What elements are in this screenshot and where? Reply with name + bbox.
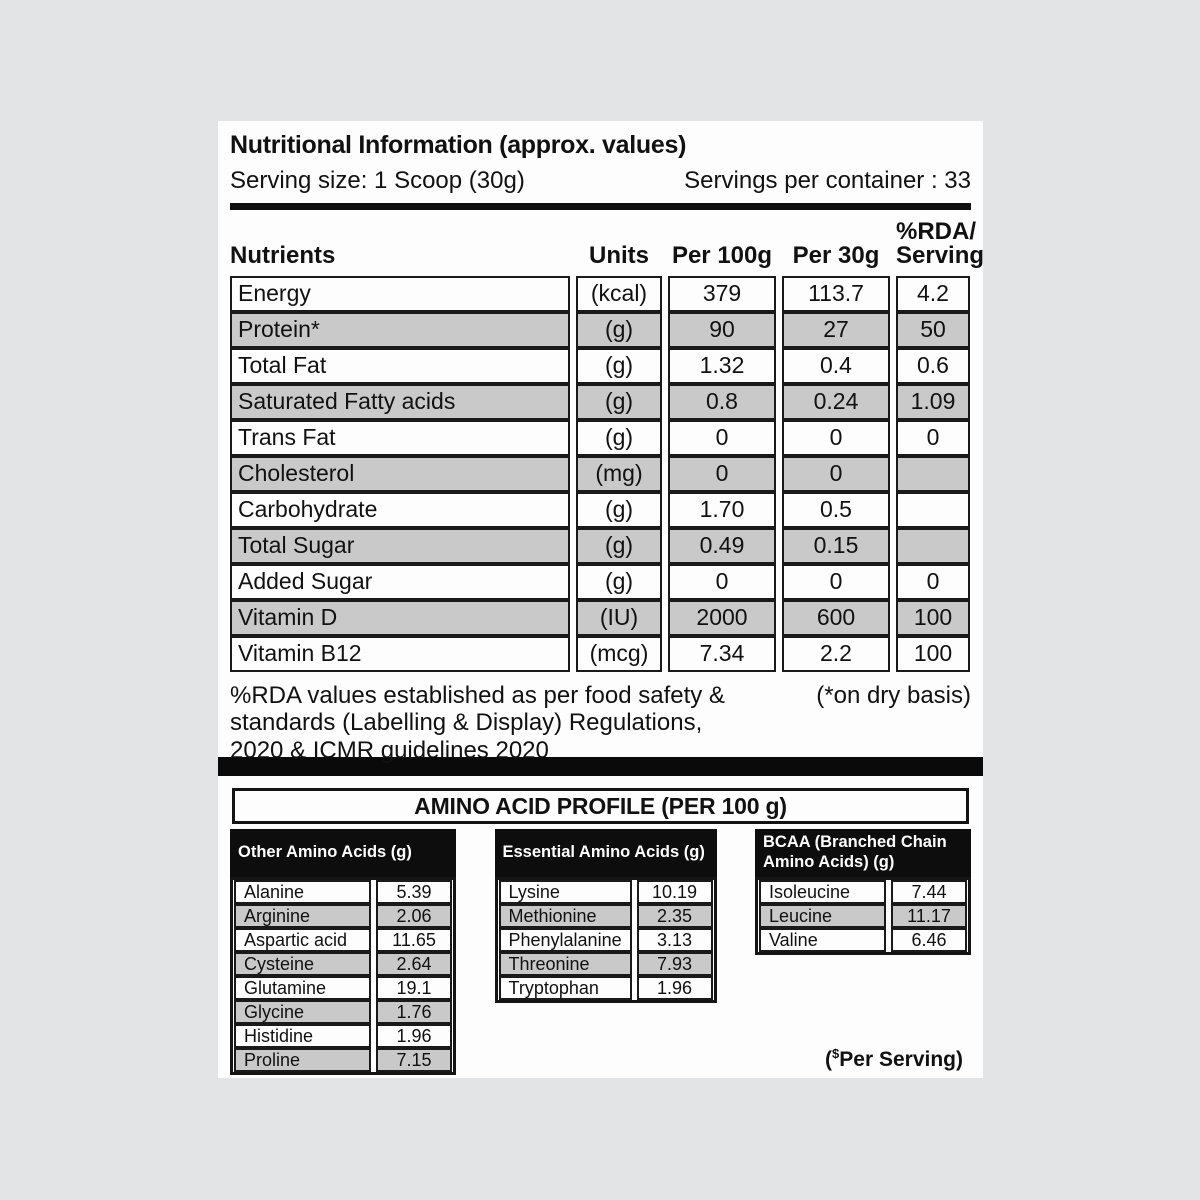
amino-value: 10.19 (637, 880, 713, 904)
nutrition-cell-name: Carbohydrate (230, 492, 570, 528)
nutrition-cell-rda: 0 (896, 420, 970, 456)
nutrition-cell-unit: (g) (576, 528, 662, 564)
amino-name: Valine (759, 928, 886, 952)
nutrition-cell-per100g: 0.49 (668, 528, 776, 564)
amino-groups (230, 829, 971, 1075)
nutrition-cell-name: Total Fat (230, 348, 570, 384)
nutrition-cell-rda: 50 (896, 312, 970, 348)
amino-table (755, 877, 971, 955)
nutrition-cell-rda: 100 (896, 636, 970, 672)
nutrition-cell-unit: (IU) (576, 600, 662, 636)
nutrition-cell-per30g: 0.15 (782, 528, 890, 564)
nutrition-cell-name: Vitamin D (230, 600, 570, 636)
nutrition-facts-section (218, 121, 985, 764)
amino-name: Threonine (499, 952, 632, 976)
amino-value: 2.64 (376, 952, 452, 976)
nutrition-cell-per100g: 7.34 (668, 636, 776, 672)
nutrition-cell-name: Trans Fat (230, 420, 570, 456)
nutrition-cell-per30g: 0.4 (782, 348, 890, 384)
amino-value: 2.06 (376, 904, 452, 928)
amino-name: Glutamine (234, 976, 371, 1000)
col-header-per100g: Per 100g (671, 242, 773, 270)
thick-rule (230, 203, 971, 210)
nutrition-cell-per30g: 0.24 (782, 384, 890, 420)
nutrition-cell-rda (896, 492, 970, 528)
amino-value: 3.13 (637, 928, 713, 952)
nutrition-cell-unit: (g) (576, 420, 662, 456)
nutrition-cell-unit: (mcg) (576, 636, 662, 672)
amino-table (495, 877, 717, 1003)
per-serving-symbol: $ (832, 1046, 840, 1061)
nutrition-cell-name: Total Sugar (230, 528, 570, 564)
amino-value: 1.96 (376, 1024, 452, 1048)
amino-group-header: Other Amino Acids (g) (230, 829, 456, 877)
amino-group-2 (755, 829, 971, 955)
amino-name: Arginine (234, 904, 371, 928)
nutrition-cell-rda: 100 (896, 600, 970, 636)
amino-profile-title: AMINO ACID PROFILE (PER 100 g) (232, 788, 969, 824)
amino-name: Tryptophan (499, 976, 632, 1000)
nutrition-cell-unit: (g) (576, 492, 662, 528)
amino-group-1 (495, 829, 717, 1003)
amino-value: 19.1 (376, 976, 452, 1000)
nutrition-cell-unit: (kcal) (576, 276, 662, 312)
nutrition-cell-unit: (g) (576, 384, 662, 420)
amino-name: Isoleucine (759, 880, 886, 904)
amino-name: Proline (234, 1048, 371, 1072)
amino-value: 11.65 (376, 928, 452, 952)
nutrition-cell-per100g: 0 (668, 420, 776, 456)
col-header-rda: %RDA/ Serving (896, 218, 985, 270)
nutrition-cell-unit: (g) (576, 564, 662, 600)
nutrition-cell-name: Added Sugar (230, 564, 570, 600)
amino-name: Aspartic acid (234, 928, 371, 952)
nutrition-cell-per30g: 600 (782, 600, 890, 636)
amino-group-header: BCAA (Branched Chain Amino Acids) (g) (755, 829, 971, 877)
amino-name: Glycine (234, 1000, 371, 1024)
nutrition-cell-rda: 1.09 (896, 384, 970, 420)
nutrition-cell-name: Energy (230, 276, 570, 312)
nutrition-cell-per100g: 379 (668, 276, 776, 312)
nutrition-cell-per100g: 1.32 (668, 348, 776, 384)
nutrition-cell-rda (896, 456, 970, 492)
nutrition-cell-per100g: 1.70 (668, 492, 776, 528)
amino-value: 2.35 (637, 904, 713, 928)
servings-per-container: Servings per container : 33 (684, 167, 971, 194)
nutrition-cell-per30g: 0.5 (782, 492, 890, 528)
col-header-units: Units (589, 242, 649, 270)
nutrition-table-header (230, 218, 985, 270)
nutrition-cell-per100g: 0.8 (668, 384, 776, 420)
nutrition-cell-rda (896, 528, 970, 564)
nutrition-cell-per30g: 0 (782, 456, 890, 492)
nutrition-cell-per30g: 0 (782, 564, 890, 600)
nutrition-cell-per30g: 0 (782, 420, 890, 456)
nutrition-cell-rda: 4.2 (896, 276, 970, 312)
amino-value: 7.93 (637, 952, 713, 976)
amino-name: Phenylalanine (499, 928, 632, 952)
amino-value: 11.17 (891, 904, 967, 928)
amino-name: Lysine (499, 880, 632, 904)
footnote-row (230, 682, 971, 764)
amino-name: Alanine (234, 880, 371, 904)
nutrition-cell-name: Vitamin B12 (230, 636, 570, 672)
nutrition-cell-name: Cholesterol (230, 456, 570, 492)
nutrition-cell-per30g: 2.2 (782, 636, 890, 672)
col-header-nutrients: Nutrients (230, 242, 336, 270)
dry-basis-note: (*on dry basis) (816, 681, 971, 709)
amino-name: Methionine (499, 904, 632, 928)
nutrition-cell-name: Saturated Fatty acids (230, 384, 570, 420)
per-serving-note: ($Per Serving) (825, 1046, 963, 1071)
nutrition-cell-unit: (g) (576, 348, 662, 384)
amino-value: 1.96 (637, 976, 713, 1000)
amino-value: 7.15 (376, 1048, 452, 1072)
amino-name: Cysteine (234, 952, 371, 976)
amino-group-header: Essential Amino Acids (g) (495, 829, 717, 877)
nutrition-label-panel (218, 121, 983, 1078)
amino-group-0 (230, 829, 456, 1075)
amino-value: 5.39 (376, 880, 452, 904)
nutrition-cell-per100g: 0 (668, 456, 776, 492)
nutrition-cell-per100g: 90 (668, 312, 776, 348)
nutrition-cell-per100g: 0 (668, 564, 776, 600)
amino-name: Histidine (234, 1024, 371, 1048)
amino-acid-section (218, 788, 983, 1090)
amino-value: 1.76 (376, 1000, 452, 1024)
nutrition-cell-name: Protein* (230, 312, 570, 348)
nutrition-cell-rda: 0 (896, 564, 970, 600)
nutrition-cell-per30g: 27 (782, 312, 890, 348)
amino-value: 7.44 (891, 880, 967, 904)
serving-size: Serving size: 1 Scoop (30g) (230, 167, 525, 194)
col-header-per30g: Per 30g (792, 242, 880, 270)
nutrition-cell-unit: (mg) (576, 456, 662, 492)
nutrition-cell-unit: (g) (576, 312, 662, 348)
nutrition-cell-per30g: 113.7 (782, 276, 890, 312)
amino-value: 6.46 (891, 928, 967, 952)
serving-line (230, 167, 971, 195)
rda-footnote: %RDA values established as per food safety & standards (Labelling & Display) Regulations, 2020 & ICMR guidelines 2020 (230, 681, 725, 764)
amino-name: Leucine (759, 904, 886, 928)
nutrition-cell-rda: 0.6 (896, 348, 970, 384)
amino-table (230, 877, 456, 1075)
nutrition-table-body (230, 276, 971, 672)
nutrition-title: Nutritional Information (approx. values) (230, 131, 687, 159)
nutrition-cell-per100g: 2000 (668, 600, 776, 636)
